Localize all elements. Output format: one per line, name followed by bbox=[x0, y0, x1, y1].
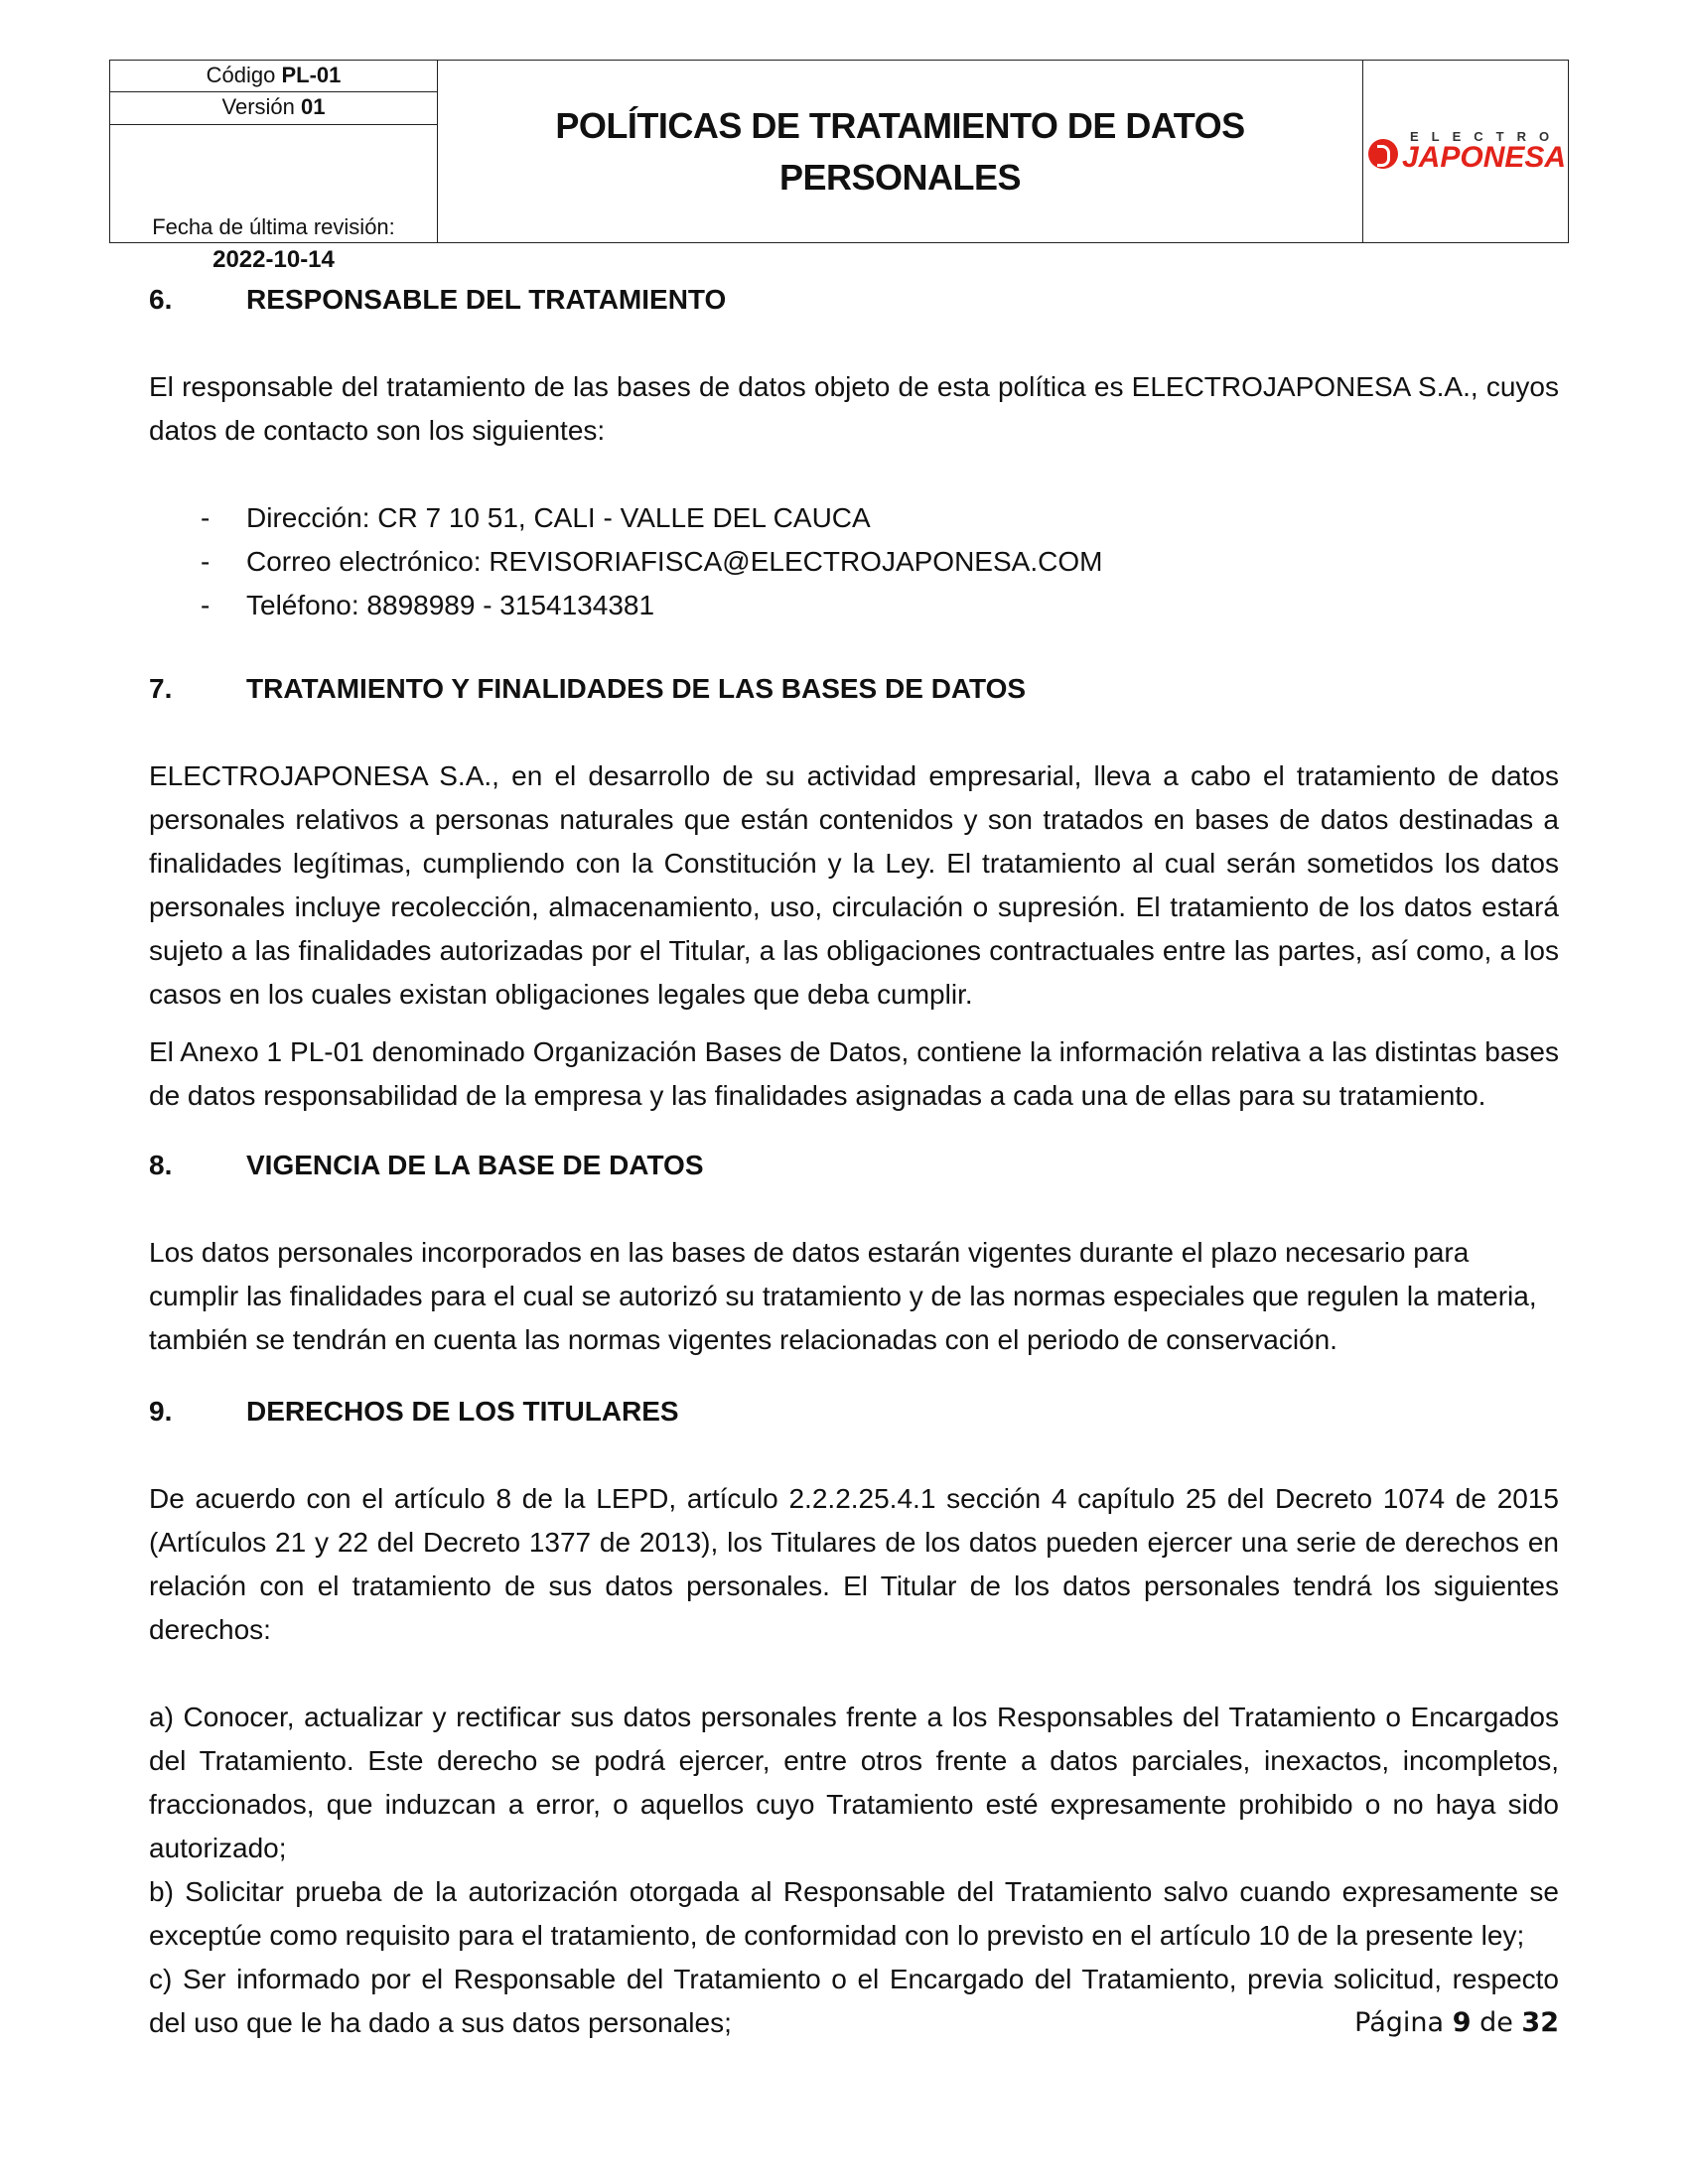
code-label: Código bbox=[206, 63, 276, 87]
list-item: - Teléfono: 8898989 - 3154134381 bbox=[149, 584, 1559, 627]
paragraph: ELECTROJAPONESA S.A., en el desarrollo de su actividad empresarial, lleva a cabo el tratamiento de datos personales relativos a personas naturales que están contenidos y son tratados en bases de datos destinadas a finalidades legítimas, cumpliendo con la Constitución y la Ley. El tratamiento al cual serán sometidos los datos personales incluye recolección, almacenamiento, uso, circulación o supresión. El tratamiento de los datos estará sujeto a las finalidades autorizadas por el Titular, a las obligaciones contractuales entre las partes, así como, a los casos en los cuales existan obligaciones legales que deba cumplir. bbox=[149, 760, 1559, 1010]
paragraph: El responsable del tratamiento de las bases de datos objeto de esta política es ELECTROJAPONESA S.A., cuyos datos de contacto son los siguientes: bbox=[149, 371, 1559, 446]
document-body bbox=[149, 278, 1559, 2045]
section-title: RESPONSABLE DEL TRATAMIENTO bbox=[246, 284, 727, 315]
title-line-1: POLÍTICAS DE TRATAMIENTO DE DATOS bbox=[555, 104, 1245, 146]
revision-date: 2022-10-14 bbox=[212, 246, 335, 273]
section-number: 7. bbox=[149, 673, 173, 704]
section-number: 8. bbox=[149, 1150, 173, 1180]
section-number: 6. bbox=[149, 284, 173, 315]
total-pages: 32 bbox=[1521, 2007, 1559, 2038]
paragraph: El Anexo 1 PL-01 denominado Organización Bases de Datos, contiene la información relativa a las distintas bases de datos responsabilidad de la empresa y las finalidades asignadas a cada una de ellas para su tratamiento. bbox=[149, 1036, 1559, 1111]
document-header-table bbox=[109, 60, 1569, 273]
section-title: TRATAMIENTO Y FINALIDADES DE LAS BASES DE DATOS bbox=[246, 673, 1027, 704]
company-logo bbox=[1366, 127, 1565, 177]
logo-small-text: ELECTRO bbox=[1410, 128, 1563, 144]
code-cell bbox=[110, 61, 437, 92]
contact-list bbox=[149, 496, 1559, 627]
section-heading bbox=[149, 1144, 1559, 1187]
code-value: PL-01 bbox=[281, 63, 342, 87]
section-heading bbox=[149, 667, 1559, 711]
paragraph: De acuerdo con el artículo 8 de la LEPD, artículo 2.2.2.25.4.1 sección 4 capítulo 25 del Decreto 1074 de 2015 (Artículos 21 y 22 del Decreto 1377 de 2013), los Titulares de los datos pueden ejercer una serie de derechos en relación con el tratamiento de sus datos personales. El Titular de los datos personales tendrá los siguientes derechos: bbox=[149, 1483, 1559, 1645]
rights-item-b: b) Solicitar prueba de la autorización otorgada al Responsable del Tratamiento salvo cuando expresamente se exceptúe como requisito para el tratamiento, de conformidad con lo previsto en el artículo 10 de la presente ley; bbox=[149, 1876, 1559, 1951]
list-item: - Correo electrónico: REVISORIAFISCA@ELECTROJAPONESA.COM bbox=[149, 540, 1559, 584]
logo-big-text: JAPONESA bbox=[1402, 140, 1567, 174]
rights-item-c: c) Ser informado por el Responsable del Tratamiento o el Encargado del Tratamiento, previa solicitud, respecto del uso que le ha dado a sus datos personales; bbox=[149, 1964, 1559, 2038]
rights-item-a: a) Conocer, actualizar y rectificar sus datos personales frente a los Responsables del Tratamiento o Encargados del Tratamiento. Este derecho se podrá ejercer, entre otros frente a datos parciales, inexactos, incompletos, fraccionados, que induzcan a error, o aquellos cuyo Tratamiento esté expresamente prohibido o no haya sido autorizado; bbox=[149, 1702, 1559, 1863]
revision-cell bbox=[110, 125, 437, 273]
version-value: 01 bbox=[301, 94, 326, 119]
section-heading bbox=[149, 278, 1559, 322]
document-title bbox=[553, 100, 1248, 204]
header-title-cell bbox=[438, 61, 1363, 242]
logo-mark-icon bbox=[1368, 139, 1398, 169]
of-label: de bbox=[1479, 2007, 1513, 2038]
header-meta-column bbox=[110, 61, 438, 273]
page-number bbox=[1354, 2007, 1559, 2038]
header-logo-cell bbox=[1363, 61, 1568, 242]
title-line-2: PERSONALES bbox=[778, 156, 1022, 198]
section-title: VIGENCIA DE LA BASE DE DATOS bbox=[246, 1150, 704, 1180]
revision-label: Fecha de última revisión: bbox=[152, 214, 395, 239]
section-heading bbox=[149, 1390, 1559, 1433]
page-label: Página bbox=[1354, 2007, 1445, 2038]
version-label: Versión bbox=[221, 94, 295, 119]
section-title: DERECHOS DE LOS TITULARES bbox=[246, 1396, 679, 1427]
list-item: - Dirección: CR 7 10 51, CALI - VALLE DEL CAUCA bbox=[149, 496, 1559, 540]
paragraph: Los datos personales incorporados en las bases de datos estarán vigentes durante el plazo necesario para cumplir las finalidades para el cual se autorizó su tratamiento y de las normas especiales que regulen la materia, también se tendrán en cuenta las normas vigentes relacionadas con el periodo de conservación. bbox=[149, 1237, 1537, 1355]
current-page: 9 bbox=[1452, 2007, 1472, 2038]
section-number: 9. bbox=[149, 1396, 173, 1427]
version-cell bbox=[110, 92, 437, 125]
